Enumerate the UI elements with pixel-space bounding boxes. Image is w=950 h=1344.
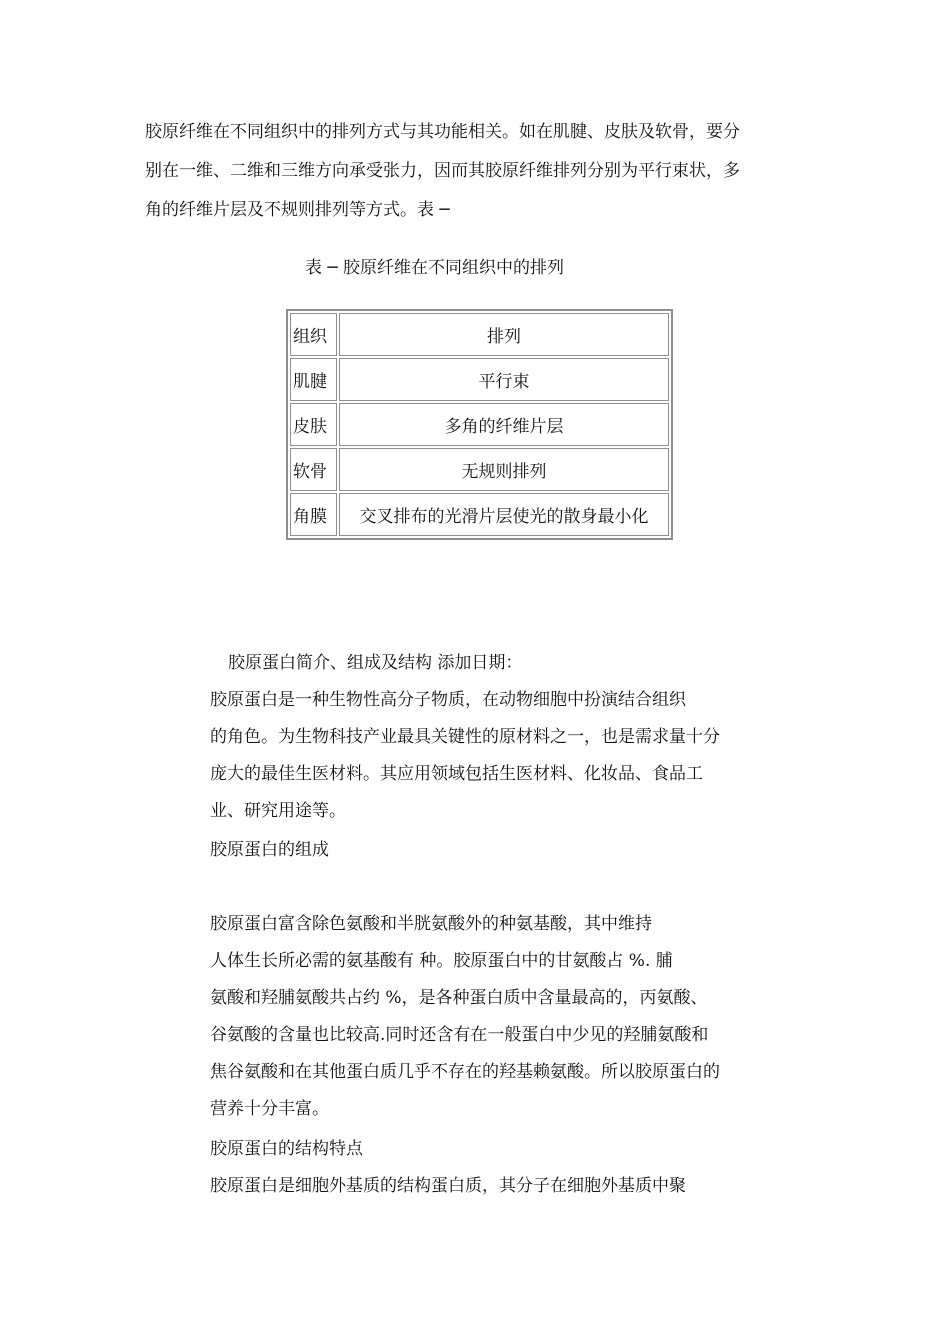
intro-line: 角的纤维片层及不规则排列等方式。表 ─ [145,200,450,220]
body-line: 营养十分丰富。 [210,1099,329,1119]
fiber-arrangement-table [286,309,673,540]
section-heading: 胶原蛋白的结构特点 [210,1139,363,1159]
body-line: 的角色。为生物科技产业最具关键性的原材料之一，也是需求量十分 [210,727,720,747]
table-caption: 表 ─ 胶原纤维在不同组织中的排列 [305,258,565,278]
body-line: 胶原蛋白是细胞外基质的结构蛋白质，其分子在细胞外基质中聚 [210,1176,686,1196]
table-cell: 肌腱 [290,358,337,401]
table-cell: 皮肤 [290,403,337,446]
section-heading: 胶原蛋白的组成 [210,840,329,860]
table-header-cell: 排列 [339,313,669,356]
body-line: 庞大的最佳生医材料。其应用领域包括生医材料、化妆品、食品工 [210,764,703,784]
body-line: 人体生长所必需的氨基酸有 种。胶原蛋白中的甘氨酸占 %. 脯 [210,951,673,971]
table-cell: 交叉排布的光滑片层使光的散身最小化 [339,493,669,536]
table-row [290,493,669,536]
table-row [290,403,669,446]
table-cell: 平行束 [339,358,669,401]
table-row [290,448,669,491]
table-header-row [290,313,669,356]
body-line: 谷氨酸的含量也比较高.同时还含有在一般蛋白中少见的羟脯氨酸和 [210,1025,709,1045]
body-line: 氨酸和羟脯氨酸共占约 %，是各种蛋白质中含量最高的，丙氨酸、 [210,988,708,1008]
table-cell: 软骨 [290,448,337,491]
section1-body [210,914,800,1136]
table-cell: 角膜 [290,493,337,536]
table-cell: 无规则排列 [339,448,669,491]
intro-line: 别在一维、二维和三维方向承受张力，因而其胶原纤维排列分别为平行束状，多 [145,161,740,181]
article-intro [210,690,800,838]
body-line: 业、研究用途等。 [210,801,346,821]
article-title-line: 胶原蛋白简介、组成及结构 添加日期： [228,653,523,673]
table-header-cell: 组织 [290,313,337,356]
intro-paragraph [145,122,825,239]
body-line: 胶原蛋白是一种生物性高分子物质，在动物细胞中扮演结合组织 [210,690,686,710]
table-cell: 多角的纤维片层 [339,403,669,446]
body-line: 胶原蛋白富含除色氨酸和半胱氨酸外的种氨基酸，其中维持 [210,914,652,934]
table-row [290,358,669,401]
section2-body [210,1176,800,1213]
body-line: 焦谷氨酸和在其他蛋白质几乎不存在的羟基赖氨酸。所以胶原蛋白的 [210,1062,720,1082]
intro-line: 胶原纤维在不同组织中的排列方式与其功能相关。如在肌腱、皮肤及软骨，要分 [145,122,740,142]
